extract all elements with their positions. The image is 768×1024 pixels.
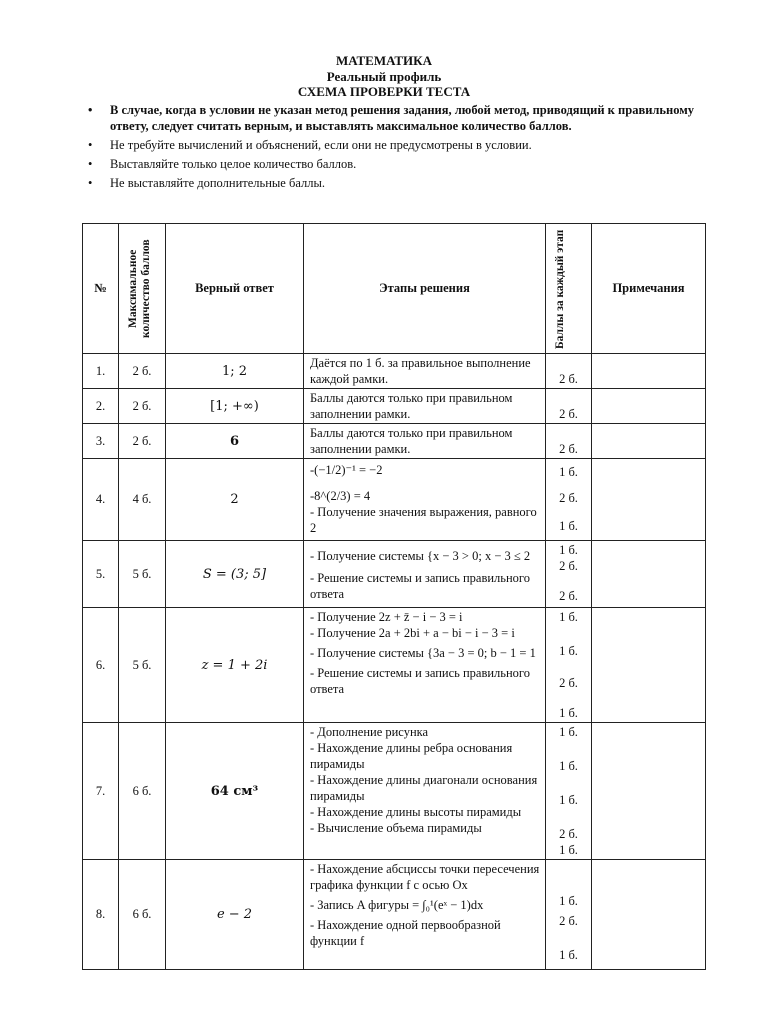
step-points: 2 б. [559, 491, 578, 505]
row-max: 5 б. [119, 608, 166, 723]
row-answer: z = 1 + 2i [166, 608, 304, 723]
header-notes: Примечания [592, 224, 706, 354]
step-points: 1 б. [559, 725, 578, 739]
header-num: № [83, 224, 119, 354]
step-points: 1 б. [559, 644, 578, 658]
step-text: - Нахождение длины диагонали основания пирамиды [310, 773, 538, 803]
step-text: Даётся по 1 б. за правильное выполнение каждой рамки. [310, 356, 531, 386]
step-points: 1 б. [559, 610, 578, 624]
step-text: - Решение системы и запись правильного ответа [310, 571, 530, 601]
row-num: 4. [83, 459, 119, 541]
step-text: - Нахождение длины ребра основания пирамиды [310, 741, 513, 771]
header-max-points [119, 224, 166, 354]
row-num: 7. [83, 723, 119, 860]
row-num: 6. [83, 608, 119, 723]
step-points: 2 б. [559, 589, 578, 603]
header-per-step-label: Баллы за каждый этап [553, 228, 566, 349]
row-points [546, 723, 592, 860]
step-points: 1 б. [559, 843, 578, 857]
row-notes [592, 723, 706, 860]
row-notes [592, 459, 706, 541]
row-answer: 2 [166, 459, 304, 541]
step-text: - Получение 2z + z̄ − i − 3 = i [310, 610, 463, 624]
row-notes [592, 541, 706, 608]
table-header-row [83, 224, 706, 354]
table-row [83, 541, 706, 608]
row-answer: S = (3; 5] [166, 541, 304, 608]
row-points [546, 608, 592, 723]
step-points: 1 б. [559, 543, 578, 557]
step-text: - Запись A фигуры = ∫₀¹(eˣ − 1)dx [310, 898, 484, 912]
row-steps [304, 723, 546, 860]
page-subtitle: Реальный профиль [326, 69, 442, 84]
row-points [546, 424, 592, 459]
row-notes [592, 389, 706, 424]
row-points [546, 541, 592, 608]
row-num: 8. [83, 860, 119, 970]
scoring-table [82, 223, 706, 970]
table-row [83, 608, 706, 723]
row-answer: [1; +∞) [166, 389, 304, 424]
step-text: - Получение 2a + 2bi + a − bi − i − 3 = i [310, 626, 515, 640]
row-max: 2 б. [119, 424, 166, 459]
step-points: 2 б. [559, 676, 578, 690]
row-points [546, 860, 592, 970]
step-text: - Получение значения выражения, равного 2 [310, 505, 537, 535]
row-answer: 1; 2 [166, 354, 304, 389]
instruction-text: Не выставляйте дополнительные баллы. [110, 176, 325, 190]
row-num: 5. [83, 541, 119, 608]
row-max: 2 б. [119, 354, 166, 389]
step-text: - Нахождение длины высоты пирамиды [310, 805, 522, 819]
row-answer: 6 [166, 424, 304, 459]
step-text: Баллы даются только при правильном заполнении рамки. [310, 426, 513, 456]
row-max: 5 б. [119, 541, 166, 608]
step-text: - Дополнение рисунка [310, 725, 429, 739]
instructions-list [88, 102, 694, 194]
step-text: - Нахождение одной первообразной функции f [310, 918, 501, 948]
step-text: -8^(2/3) = 4 [310, 489, 371, 503]
row-steps [304, 608, 546, 723]
row-answer: e − 2 [166, 860, 304, 970]
step-points: 2 б. [559, 442, 578, 456]
row-max: 4 б. [119, 459, 166, 541]
step-points: 2 б. [559, 914, 578, 928]
header-steps: Этапы решения [304, 224, 546, 354]
row-points [546, 354, 592, 389]
step-text: - Нахождение абсциссы точки пересечения графика функции f с осью Ox [310, 862, 540, 892]
step-points: 2 б. [559, 827, 578, 841]
row-notes [592, 424, 706, 459]
row-answer: 64 см³ [166, 723, 304, 860]
row-steps [304, 860, 546, 970]
step-text: - Получение системы {x − 3 > 0; x − 3 ≤ 2 [310, 549, 531, 563]
row-max: 6 б. [119, 860, 166, 970]
row-steps [304, 459, 546, 541]
step-points: 2 б. [559, 372, 578, 386]
step-points: 2 б. [559, 407, 578, 421]
header-answer: Верный ответ [166, 224, 304, 354]
step-points: 1 б. [559, 793, 578, 807]
instruction-item: • В случае, когда в условии не указан метод решения задания, любой метод, приводящий к правильному ответу, следует считать верным, и выставлять максимальное количество баллов. [88, 103, 694, 133]
row-num: 2. [83, 389, 119, 424]
step-points: 1 б. [559, 948, 578, 962]
table-row [83, 354, 706, 389]
table-row [83, 459, 706, 541]
instruction-text: Не требуйте вычислений и объяснений, если они не предусмотрены в условии. [110, 138, 532, 152]
instruction-text: Выставляйте только целое количество баллов. [110, 157, 357, 171]
step-text: - Получение системы {3a − 3 = 0; b − 1 = 1 [310, 646, 536, 660]
step-points: 1 б. [559, 465, 578, 479]
row-steps [304, 424, 546, 459]
row-steps [304, 354, 546, 389]
row-steps [304, 389, 546, 424]
row-notes [592, 354, 706, 389]
step-text: - Решение системы и запись правильного ответа [310, 666, 530, 696]
table-row [83, 723, 706, 860]
step-points: 2 б. [559, 559, 578, 573]
instruction-text: В случае, когда в условии не указан метод решения задания, любой метод, приводящий к правильному ответу, следует считать верным, и выставлять максимальное количество баллов. [110, 103, 694, 133]
step-points: 1 б. [559, 894, 578, 908]
row-max: 2 б. [119, 389, 166, 424]
row-steps [304, 541, 546, 608]
instruction-item: • Выставляйте только целое количество баллов. [88, 157, 357, 171]
instruction-item: • Не требуйте вычислений и объяснений, если они не предусмотрены в условии. [88, 138, 532, 152]
step-points: 1 б. [559, 759, 578, 773]
row-notes [592, 608, 706, 723]
row-notes [592, 860, 706, 970]
row-points [546, 389, 592, 424]
step-text: - Вычисление объема пирамиды [310, 821, 482, 835]
table-row [83, 389, 706, 424]
step-points: 1 б. [559, 519, 578, 533]
instruction-item: • Не выставляйте дополнительные баллы. [88, 176, 325, 190]
table-row [83, 860, 706, 970]
step-points: 1 б. [559, 706, 578, 720]
row-max: 6 б. [119, 723, 166, 860]
row-points [546, 459, 592, 541]
step-text: Баллы даются только при правильном заполнении рамки. [310, 391, 513, 421]
step-text: -(−1/2)⁻¹ = −2 [310, 463, 383, 477]
page-title: МАТЕМАТИКА [336, 53, 432, 68]
header-per-step [546, 224, 592, 354]
scheme-title: СХЕМА ПРОВЕРКИ ТЕСТА [297, 84, 471, 99]
row-num: 1. [83, 354, 119, 389]
header-max-points-label: Максимальное количество баллов [127, 239, 152, 338]
table-row [83, 424, 706, 459]
row-num: 3. [83, 424, 119, 459]
